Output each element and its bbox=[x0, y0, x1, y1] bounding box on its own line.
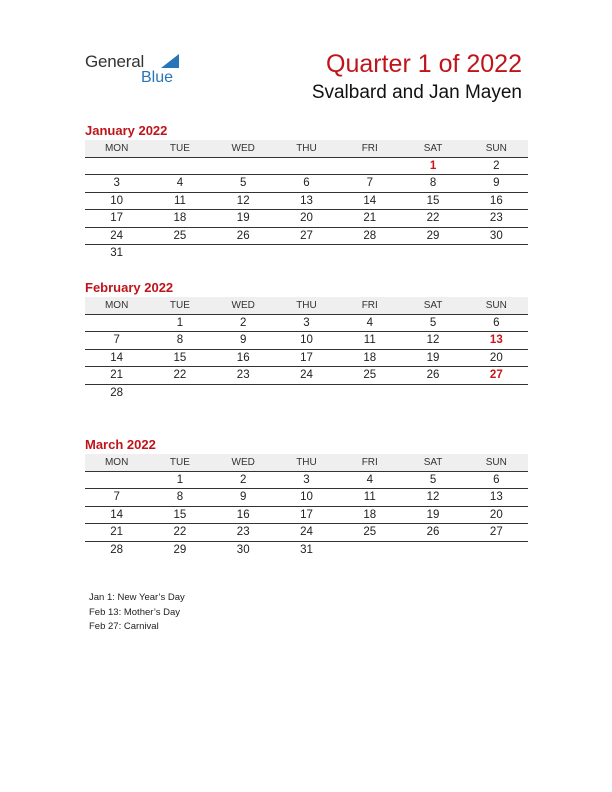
day-cell: 5 bbox=[429, 316, 437, 329]
day-cell: 4 bbox=[176, 177, 184, 189]
day-cell: 25 bbox=[363, 526, 377, 538]
weekday-label: FRI bbox=[361, 143, 378, 154]
day-cell: 20 bbox=[489, 351, 503, 364]
day-cell: 3 bbox=[303, 316, 310, 329]
day-cell: 21 bbox=[110, 526, 124, 538]
day-cell: 8 bbox=[176, 491, 184, 503]
day-cell: 2 bbox=[240, 473, 247, 486]
day-cell: 23 bbox=[236, 369, 250, 381]
day-cell: 13 bbox=[300, 194, 313, 207]
day-cell: 12 bbox=[426, 491, 440, 503]
day-cell: 15 bbox=[426, 194, 440, 207]
day-cell bbox=[148, 385, 211, 403]
day-cell: 29 bbox=[173, 543, 187, 556]
day-cell: 24 bbox=[110, 229, 124, 242]
day-cell: 7 bbox=[113, 334, 120, 346]
day-cell: 19 bbox=[426, 351, 440, 364]
day-cell bbox=[275, 245, 338, 263]
holiday-day-cell: 1 bbox=[429, 159, 437, 172]
weekday-label: SAT bbox=[423, 300, 443, 311]
day-cell: 16 bbox=[489, 194, 503, 207]
week-row bbox=[85, 542, 528, 560]
day-cell bbox=[338, 385, 401, 403]
week-row bbox=[85, 175, 528, 193]
day-cell: 16 bbox=[236, 351, 250, 364]
day-cell: 11 bbox=[363, 334, 376, 346]
weekday-label: MON bbox=[104, 143, 129, 154]
month-title: March 2022 bbox=[85, 437, 156, 452]
day-cell: 9 bbox=[493, 177, 500, 189]
holiday-notes bbox=[89, 591, 185, 635]
day-cell: 22 bbox=[426, 212, 440, 224]
weekday-label: SAT bbox=[423, 457, 443, 468]
holiday-note: Feb 27: Carnival bbox=[89, 621, 159, 632]
day-cell bbox=[338, 542, 401, 560]
day-cell bbox=[212, 385, 275, 403]
day-cell: 27 bbox=[489, 526, 503, 538]
day-cell bbox=[148, 158, 211, 175]
day-cell bbox=[401, 542, 464, 560]
week-row bbox=[85, 489, 528, 507]
weekday-header-row bbox=[85, 454, 528, 472]
day-cell: 4 bbox=[366, 473, 373, 486]
weekday-label: TUE bbox=[169, 457, 190, 468]
day-cell: 4 bbox=[366, 316, 373, 329]
day-cell: 27 bbox=[300, 229, 313, 242]
day-cell: 18 bbox=[363, 508, 377, 521]
day-cell: 12 bbox=[236, 194, 250, 207]
day-cell: 5 bbox=[240, 177, 247, 189]
week-row bbox=[85, 245, 528, 263]
day-cell: 17 bbox=[300, 351, 313, 364]
day-cell bbox=[212, 158, 275, 175]
page-title: Quarter 1 of 2022 bbox=[326, 50, 522, 78]
day-cell bbox=[465, 245, 528, 263]
week-row bbox=[85, 507, 528, 525]
day-cell: 30 bbox=[489, 229, 503, 242]
logo-text-general: General bbox=[85, 52, 145, 71]
calendar-grid bbox=[85, 454, 528, 559]
day-cell: 25 bbox=[173, 229, 187, 242]
day-cell bbox=[85, 158, 148, 175]
week-row bbox=[85, 228, 528, 246]
day-cell bbox=[85, 472, 148, 489]
day-cell: 31 bbox=[300, 543, 313, 556]
day-cell: 14 bbox=[110, 508, 124, 521]
month-title: February 2022 bbox=[85, 280, 174, 295]
day-cell bbox=[148, 245, 211, 263]
day-cell: 2 bbox=[240, 316, 247, 329]
day-cell: 1 bbox=[176, 473, 184, 486]
day-cell: 9 bbox=[240, 334, 247, 346]
day-cell bbox=[338, 245, 401, 263]
day-cell: 11 bbox=[173, 194, 186, 207]
weekday-label: WED bbox=[231, 143, 255, 154]
day-cell: 29 bbox=[426, 229, 440, 242]
weekday-label: THU bbox=[296, 300, 317, 311]
week-row bbox=[85, 472, 528, 490]
day-cell: 10 bbox=[110, 194, 124, 207]
day-cell: 8 bbox=[429, 177, 437, 189]
holiday-note: Jan 1: New Year’s Day bbox=[89, 592, 185, 603]
weekday-label: SUN bbox=[485, 300, 507, 311]
day-cell: 24 bbox=[300, 526, 313, 538]
holiday-day-cell: 27 bbox=[489, 369, 503, 381]
calendar-grid bbox=[85, 140, 528, 263]
week-row bbox=[85, 315, 528, 333]
weekday-label: WED bbox=[231, 457, 255, 468]
day-cell: 24 bbox=[300, 369, 313, 381]
day-cell bbox=[401, 385, 464, 403]
weekday-label: MON bbox=[104, 300, 129, 311]
day-cell: 7 bbox=[366, 177, 373, 189]
holiday-note: Feb 13: Mother’s Day bbox=[89, 606, 180, 618]
month-january bbox=[85, 122, 528, 263]
day-cell: 26 bbox=[236, 229, 250, 242]
holiday-day-cell: 13 bbox=[489, 334, 503, 346]
day-cell bbox=[275, 385, 338, 403]
day-cell: 18 bbox=[363, 351, 377, 364]
day-cell: 5 bbox=[429, 473, 437, 486]
day-cell: 11 bbox=[363, 491, 376, 503]
day-cell: 14 bbox=[110, 351, 124, 364]
day-cell: 17 bbox=[300, 508, 313, 521]
weekday-label: FRI bbox=[361, 300, 378, 311]
day-cell: 6 bbox=[303, 177, 310, 189]
logo bbox=[85, 52, 185, 88]
day-cell: 25 bbox=[363, 369, 377, 381]
day-cell: 7 bbox=[113, 491, 120, 503]
week-row bbox=[85, 332, 528, 350]
day-cell: 12 bbox=[426, 334, 440, 346]
day-cell: 21 bbox=[363, 212, 377, 224]
day-cell bbox=[465, 385, 528, 403]
month-march bbox=[85, 436, 528, 559]
logo-text-blue: Blue bbox=[141, 69, 174, 86]
week-row bbox=[85, 367, 528, 385]
week-row bbox=[85, 210, 528, 228]
day-cell bbox=[85, 315, 148, 332]
weekday-label: WED bbox=[231, 300, 255, 311]
day-cell: 3 bbox=[113, 177, 120, 189]
day-cell: 30 bbox=[236, 543, 250, 556]
day-cell: 9 bbox=[240, 491, 247, 503]
weekday-label: SAT bbox=[423, 143, 443, 154]
day-cell: 26 bbox=[426, 526, 440, 538]
week-row bbox=[85, 385, 528, 403]
day-cell: 28 bbox=[110, 386, 124, 399]
day-cell: 23 bbox=[236, 526, 250, 538]
month-february bbox=[85, 279, 528, 402]
day-cell: 6 bbox=[493, 316, 500, 329]
weekday-label: SUN bbox=[485, 143, 507, 154]
weekday-label: THU bbox=[296, 143, 317, 154]
day-cell: 23 bbox=[489, 212, 503, 224]
day-cell bbox=[338, 158, 401, 175]
day-cell: 20 bbox=[489, 508, 503, 521]
day-cell: 15 bbox=[173, 351, 187, 364]
weekday-header-row bbox=[85, 297, 528, 315]
day-cell: 26 bbox=[426, 369, 440, 381]
day-cell bbox=[275, 158, 338, 175]
weekday-label: TUE bbox=[169, 143, 190, 154]
day-cell: 22 bbox=[173, 526, 187, 538]
weekday-label: THU bbox=[296, 457, 317, 468]
day-cell: 1 bbox=[176, 316, 184, 329]
weekday-label: FRI bbox=[361, 457, 378, 468]
day-cell: 22 bbox=[173, 369, 187, 381]
calendar-grid bbox=[85, 297, 528, 402]
day-cell: 8 bbox=[176, 334, 184, 346]
day-cell: 3 bbox=[303, 473, 310, 486]
day-cell: 15 bbox=[173, 508, 187, 521]
day-cell: 6 bbox=[493, 473, 500, 486]
day-cell: 28 bbox=[110, 543, 124, 556]
day-cell bbox=[401, 245, 464, 263]
day-cell: 10 bbox=[300, 334, 313, 346]
page-subtitle: Svalbard and Jan Mayen bbox=[311, 82, 522, 103]
day-cell: 19 bbox=[236, 212, 250, 224]
day-cell: 13 bbox=[489, 491, 503, 503]
day-cell: 10 bbox=[300, 491, 313, 503]
day-cell: 20 bbox=[300, 212, 313, 224]
logo-triangle-icon bbox=[161, 54, 179, 68]
weekday-label: MON bbox=[104, 457, 129, 468]
week-row bbox=[85, 350, 528, 368]
week-row bbox=[85, 158, 528, 176]
day-cell: 16 bbox=[236, 508, 250, 521]
weekday-label: SUN bbox=[485, 457, 507, 468]
day-cell: 31 bbox=[110, 247, 124, 259]
day-cell: 17 bbox=[110, 212, 124, 224]
weekday-header-row bbox=[85, 140, 528, 158]
day-cell: 14 bbox=[363, 194, 377, 207]
day-cell bbox=[465, 542, 528, 560]
week-row bbox=[85, 193, 528, 211]
day-cell: 2 bbox=[493, 159, 500, 172]
month-title: January 2022 bbox=[85, 123, 168, 138]
day-cell: 19 bbox=[426, 508, 440, 521]
day-cell: 28 bbox=[363, 229, 377, 242]
week-row bbox=[85, 524, 528, 542]
weekday-label: TUE bbox=[169, 300, 190, 311]
day-cell bbox=[212, 245, 275, 263]
day-cell: 21 bbox=[110, 369, 124, 381]
day-cell: 18 bbox=[173, 212, 187, 224]
